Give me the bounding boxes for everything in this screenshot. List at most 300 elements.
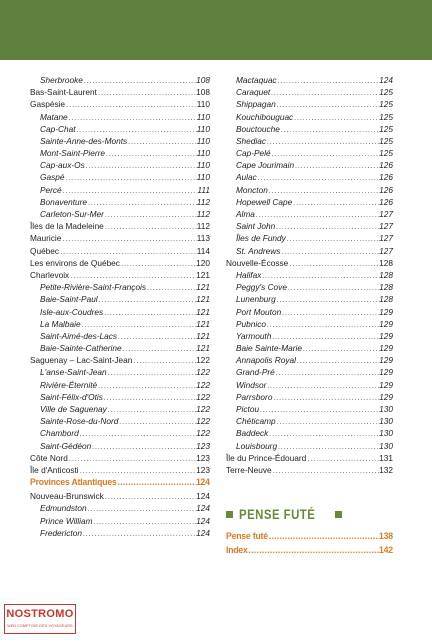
toc-entry[interactable] <box>30 74 210 86</box>
toc-entry-title: Aulac <box>236 172 257 183</box>
toc-entry[interactable] <box>226 452 393 464</box>
toc-entry-page: 125 <box>379 123 393 134</box>
toc-entry-title: Halifax <box>236 269 262 280</box>
toc-entry-page: 125 <box>379 148 393 159</box>
publisher-logo <box>4 604 76 634</box>
logo-brand: NOSTROMO <box>6 608 74 620</box>
dot-leader <box>255 208 379 220</box>
dot-leader <box>271 147 380 159</box>
toc-entry-title: Louisbourg <box>236 440 278 451</box>
toc-entry[interactable] <box>30 367 210 379</box>
toc-entry[interactable] <box>30 391 210 403</box>
toc-entry-page: 113 <box>196 233 210 244</box>
toc-entry-title: Chéticamp <box>236 416 276 427</box>
toc-entry-title: Île du Prince-Édouard <box>226 452 307 463</box>
dot-leader <box>306 452 379 464</box>
toc-entry[interactable] <box>226 257 393 269</box>
toc-entry[interactable] <box>30 452 210 464</box>
square-bullet-icon <box>226 511 233 518</box>
toc-entry[interactable] <box>30 464 210 476</box>
dot-leader <box>259 403 379 415</box>
toc-entry-title: Saint John <box>236 221 276 232</box>
toc-entry[interactable] <box>226 208 393 220</box>
dot-leader <box>92 515 196 527</box>
dot-leader <box>277 74 380 86</box>
dot-leader <box>277 440 379 452</box>
toc-entry-page: 125 <box>379 135 393 146</box>
toc-entry-page: 131 <box>379 452 393 463</box>
toc-entry-title: Moncton <box>236 184 268 195</box>
toc-entry-page: 127 <box>379 245 393 256</box>
dot-leader <box>287 281 379 293</box>
toc-entry-page: 124 <box>379 74 393 85</box>
dot-leader <box>127 135 197 147</box>
toc-entry-title: St. Andrews <box>236 245 281 256</box>
toc-entry-title: Alma <box>236 209 255 220</box>
toc-entry-title: Les environs de Québec <box>30 257 120 268</box>
dot-leader <box>81 318 197 330</box>
toc-entry[interactable] <box>226 159 393 171</box>
toc-entry-title: Îles de la Madeleine <box>30 221 104 232</box>
dot-leader <box>117 476 196 490</box>
toc-entry[interactable] <box>226 306 393 318</box>
toc-entry-page: 129 <box>379 391 393 402</box>
toc-entry[interactable] <box>30 159 210 171</box>
toc-entry-title: Parrsboro <box>236 391 273 402</box>
toc-entry[interactable] <box>226 391 393 403</box>
toc-entry[interactable] <box>30 415 210 427</box>
toc-entry-title: Chambord <box>40 428 79 439</box>
toc-entry-page: 121 <box>196 294 210 305</box>
dot-leader <box>271 330 379 342</box>
toc-entry[interactable] <box>226 74 393 86</box>
square-bullet-icon <box>335 511 342 518</box>
dot-leader <box>146 281 196 293</box>
dot-leader <box>105 147 197 159</box>
toc-entry-title: La Malbaie <box>40 318 81 329</box>
dot-leader <box>97 379 196 391</box>
toc-entry[interactable] <box>226 123 393 135</box>
toc-entry-page: 121 <box>196 306 210 317</box>
toc-entry-page: 122 <box>196 428 210 439</box>
dot-leader <box>268 530 379 544</box>
dot-leader <box>107 366 197 378</box>
pense-fute-heading <box>226 505 393 523</box>
dot-leader <box>281 306 379 318</box>
toc-entry-page: 122 <box>196 391 210 402</box>
toc-entry-page: 129 <box>379 343 393 354</box>
dot-leader <box>118 415 196 427</box>
dot-leader <box>276 293 379 305</box>
toc-entry[interactable] <box>30 172 210 184</box>
dot-leader <box>68 111 197 123</box>
toc-entry-title: Fredericton <box>40 527 82 538</box>
toc-entry[interactable] <box>226 440 393 452</box>
toc-entry-title: Sainte-Rose-du-Nord <box>40 416 119 427</box>
dot-leader <box>276 415 379 427</box>
toc-entry-title: Saguenay – Lac-Saint-Jean <box>30 355 133 366</box>
dot-leader <box>85 159 197 171</box>
toc-entry-page: 126 <box>379 160 393 171</box>
toc-entry[interactable] <box>226 245 393 257</box>
toc-entry[interactable] <box>226 318 393 330</box>
toc-entry-page: 121 <box>196 282 210 293</box>
dot-leader <box>68 452 196 464</box>
toc-entry[interactable] <box>30 184 210 196</box>
toc-entry[interactable] <box>30 330 210 342</box>
toc-entry[interactable] <box>30 232 210 244</box>
toc-entry-page: 110 <box>196 99 210 110</box>
toc-entry-page: 114 <box>196 245 210 256</box>
toc-entry-title: Côte Nord <box>30 452 68 463</box>
dot-leader <box>275 366 379 378</box>
toc-entry-page: 129 <box>379 367 393 378</box>
toc-entry-page: 110 <box>196 135 210 146</box>
toc-entry-page: 121 <box>196 343 210 354</box>
toc-entry-title: Mauricie <box>30 233 62 244</box>
toc-entry[interactable] <box>226 269 393 281</box>
toc-entry-title: Charlevoix <box>30 269 70 280</box>
toc-entry-title: Hopewell Cape <box>236 196 293 207</box>
toc-entry-title: Québec <box>30 245 60 256</box>
dot-leader <box>120 257 196 269</box>
toc-entry-title: Shippagan <box>236 99 276 110</box>
toc-entry[interactable] <box>226 379 393 391</box>
toc-entry[interactable] <box>226 367 393 379</box>
toc-entry-page: 142 <box>378 545 393 556</box>
toc-entry-page: 125 <box>379 111 393 122</box>
toc-entry-title: Port Mouton <box>236 306 282 317</box>
dot-leader <box>286 232 379 244</box>
toc-section-entry[interactable] <box>226 530 393 544</box>
dot-leader <box>280 123 379 135</box>
toc-entry-page: 129 <box>379 330 393 341</box>
dot-leader <box>257 171 379 183</box>
toc-entry-title: Carleton-Sur-Mer <box>40 209 104 220</box>
logo-tagline: WEB COMPTOIR DES VOYAGEURS <box>7 624 73 628</box>
dot-leader <box>132 354 196 366</box>
toc-entry-page: 122 <box>196 404 210 415</box>
toc-entry-title: Bouctouche <box>236 123 280 134</box>
toc-entry-title: Provinces Atlantiques <box>30 477 117 489</box>
toc-entry[interactable] <box>30 257 210 269</box>
toc-entry-title: Saint-Gédéon <box>40 440 92 451</box>
toc-entry-page: 125 <box>379 99 393 110</box>
toc-right-column <box>226 74 393 476</box>
toc-entry-title: Bonaventure <box>40 196 88 207</box>
toc-entry-page: 120 <box>196 257 210 268</box>
toc-entry-title: Percé <box>40 184 62 195</box>
toc-entry-title: Kouchibouguac <box>236 111 294 122</box>
toc-entry[interactable] <box>30 98 210 110</box>
dot-leader <box>91 440 196 452</box>
dot-leader <box>248 544 379 558</box>
toc-entry-page: 108 <box>196 87 210 98</box>
toc-entry-page: 124 <box>196 503 210 514</box>
toc-entry[interactable] <box>30 403 210 415</box>
toc-entry[interactable] <box>226 147 393 159</box>
toc-entry-page: 110 <box>196 172 210 183</box>
toc-entry[interactable] <box>30 306 210 318</box>
toc-entry-title: Baddeck <box>236 428 269 439</box>
toc-entry-page: 123 <box>196 440 210 451</box>
toc-left-column <box>30 74 210 539</box>
dot-leader <box>276 98 379 110</box>
dot-leader <box>97 86 196 98</box>
toc-entry[interactable] <box>226 184 393 196</box>
toc-entry[interactable] <box>30 440 210 452</box>
pense-fute-title: PENSE FUTÉ <box>239 506 316 522</box>
toc-entry-page: 124 <box>196 527 210 538</box>
toc-entry[interactable] <box>30 196 210 208</box>
toc-entry-page: 130 <box>379 428 393 439</box>
toc-entry[interactable] <box>226 427 393 439</box>
dot-leader <box>98 293 197 305</box>
dot-leader <box>104 220 197 232</box>
dot-leader <box>103 306 196 318</box>
dot-leader <box>104 208 197 220</box>
dot-leader <box>268 184 379 196</box>
toc-entry[interactable] <box>30 147 210 159</box>
toc-entry[interactable] <box>30 220 210 232</box>
toc-entry-page: 126 <box>379 172 393 183</box>
toc-entry-title: Mactaquac <box>236 74 277 85</box>
toc-entry-title: Baie Sainte-Marie <box>236 343 302 354</box>
toc-entry-title: Annapolis Royal <box>236 355 296 366</box>
toc-entry-page: 121 <box>196 330 210 341</box>
toc-entry[interactable] <box>226 172 393 184</box>
toc-entry[interactable] <box>30 86 210 98</box>
toc-entry-page: 121 <box>196 269 210 280</box>
toc-entry-title: Cap-aux-Os <box>40 160 85 171</box>
toc-entry-page: 130 <box>379 416 393 427</box>
toc-entry-title: Sherbrooke <box>40 74 83 85</box>
toc-entry-page: 138 <box>378 531 393 542</box>
toc-entry-page: 124 <box>196 491 210 502</box>
toc-entry[interactable] <box>30 208 210 220</box>
dot-leader <box>266 379 379 391</box>
toc-entry-title: Baie-Saint-Paul <box>40 294 98 305</box>
toc-entry[interactable] <box>226 403 393 415</box>
toc-entry-title: Peggy's Cove <box>236 282 287 293</box>
dot-leader <box>270 86 379 98</box>
dot-leader <box>266 318 379 330</box>
toc-entry-page: 124 <box>195 477 210 489</box>
toc-entry[interactable] <box>226 135 393 147</box>
toc-entry-title: Île d'Anticosti <box>30 464 79 475</box>
toc-entry[interactable] <box>30 111 210 123</box>
toc-entry-title: Grand-Pré <box>236 367 275 378</box>
toc-entry-title: Cap-Pelé <box>236 148 271 159</box>
toc-entry-page: 110 <box>196 160 210 171</box>
toc-entry[interactable] <box>30 281 210 293</box>
toc-entry[interactable] <box>30 427 210 439</box>
dot-leader <box>293 111 379 123</box>
dot-leader <box>79 427 196 439</box>
toc-entry[interactable] <box>30 245 210 257</box>
dot-leader <box>266 135 379 147</box>
dot-leader <box>272 391 379 403</box>
dot-leader <box>275 220 379 232</box>
toc-entry-page: 127 <box>379 209 393 220</box>
toc-entry-page: 126 <box>379 184 393 195</box>
toc-entry-page: 112 <box>196 209 210 220</box>
toc-entry-title: Prince William <box>40 515 93 526</box>
toc-entry[interactable] <box>30 123 210 135</box>
toc-entry-page: 132 <box>379 464 393 475</box>
toc-entry-page: 127 <box>379 221 393 232</box>
toc-entry-title: Pictou <box>236 404 260 415</box>
toc-entry[interactable] <box>226 98 393 110</box>
toc-entry-title: Bas-Saint-Laurent <box>30 87 97 98</box>
dot-leader <box>302 342 379 354</box>
toc-entry-title: Ville de Saguenay <box>40 404 107 415</box>
toc-entry-title: Rivière-Éternité <box>40 379 98 390</box>
dot-leader <box>104 490 196 502</box>
toc-entry[interactable] <box>30 515 210 527</box>
dot-leader <box>83 74 196 86</box>
toc-entry-page: 122 <box>196 416 210 427</box>
toc-entry-page: 128 <box>379 257 393 268</box>
toc-entry[interactable] <box>30 490 210 502</box>
toc-entry-title: Cap-Chat <box>40 123 76 134</box>
toc-entry-title: Isle-aux-Coudres <box>40 306 104 317</box>
toc-entry[interactable] <box>30 342 210 354</box>
dot-leader <box>76 123 197 135</box>
toc-entry-page: 123 <box>196 452 210 463</box>
toc-entry-title: Saint-Aimé-des-Lacs <box>40 330 118 341</box>
dot-leader <box>79 464 197 476</box>
toc-entry-title: Pense futé <box>226 531 268 542</box>
toc-entry-page: 129 <box>379 355 393 366</box>
dot-leader <box>64 171 196 183</box>
dot-leader <box>61 232 196 244</box>
dot-leader <box>294 159 379 171</box>
header-band <box>0 0 432 60</box>
toc-entry[interactable] <box>226 354 393 366</box>
toc-entry-title: Baie-Sainte-Catherine <box>40 343 122 354</box>
toc-entry-page: 122 <box>196 355 210 366</box>
toc-entry-page: 130 <box>379 440 393 451</box>
toc-entry-page: 129 <box>379 318 393 329</box>
toc-entry-title: Caraquet <box>236 87 271 98</box>
toc-entry-title: Shediac <box>236 135 266 146</box>
toc-entry-page: 125 <box>379 87 393 98</box>
toc-entry-page: 127 <box>379 233 393 244</box>
toc-entry[interactable] <box>226 86 393 98</box>
toc-entry[interactable] <box>30 354 210 366</box>
toc-entry[interactable] <box>30 269 210 281</box>
toc-entry[interactable] <box>30 318 210 330</box>
toc-entry-page: 121 <box>196 318 210 329</box>
toc-entry[interactable] <box>30 135 210 147</box>
toc-entry-page: 130 <box>379 404 393 415</box>
dot-leader <box>122 342 197 354</box>
dot-leader <box>288 257 379 269</box>
toc-entry-title: Nouveau-Brunswick <box>30 491 104 502</box>
dot-leader <box>280 245 379 257</box>
toc-entry-title: Terre-Neuve <box>226 464 272 475</box>
toc-entry-page: 110 <box>196 111 210 122</box>
dot-leader <box>82 527 196 539</box>
toc-entry-title: Gaspésie <box>30 99 66 110</box>
toc-entry[interactable] <box>226 464 393 476</box>
toc-entry-page: 110 <box>196 123 210 134</box>
toc-entry-title: Pubnico <box>236 318 266 329</box>
toc-entry[interactable] <box>226 281 393 293</box>
toc-entry-title: Gaspé <box>40 172 65 183</box>
toc-entry[interactable] <box>226 330 393 342</box>
toc-entry-page: 111 <box>197 184 210 195</box>
dot-leader <box>261 269 379 281</box>
dot-leader <box>296 354 379 366</box>
dot-leader <box>272 464 380 476</box>
toc-section-entry[interactable] <box>226 544 393 558</box>
toc-entry-page: 110 <box>196 148 210 159</box>
dot-leader <box>268 427 379 439</box>
toc-entry[interactable] <box>30 527 210 539</box>
toc-entry[interactable] <box>226 415 393 427</box>
toc-entry-title: Windsor <box>236 379 267 390</box>
dot-leader <box>69 269 196 281</box>
toc-entry-title: Petite-Rivière-Saint-François <box>40 282 147 293</box>
dot-leader <box>62 184 198 196</box>
pense-fute-entries <box>226 530 393 558</box>
dot-leader <box>65 98 197 110</box>
toc-entry[interactable] <box>226 232 393 244</box>
toc-entry-page: 128 <box>379 282 393 293</box>
toc-entry-page: 123 <box>196 464 210 475</box>
toc-entry-title: Yarmouth <box>236 330 272 341</box>
toc-entry-page: 128 <box>379 269 393 280</box>
dot-leader <box>59 245 197 257</box>
toc-entry-page: 126 <box>379 196 393 207</box>
toc-entry[interactable] <box>226 220 393 232</box>
toc-entry-title: Matane <box>40 111 68 122</box>
toc-entry[interactable] <box>30 502 210 514</box>
toc-entry-page: 129 <box>379 306 393 317</box>
toc-entry-title: Mont-Saint-Pierre <box>40 148 106 159</box>
toc-entry-title: Index <box>226 545 248 556</box>
toc-entry-page: 122 <box>196 379 210 390</box>
toc-entry[interactable] <box>226 111 393 123</box>
dot-leader <box>107 403 196 415</box>
dot-leader <box>103 391 196 403</box>
toc-entry[interactable] <box>30 293 210 305</box>
toc-entry-page: 124 <box>196 515 210 526</box>
toc-entry-title: Edmundston <box>40 503 87 514</box>
toc-entry-page: 128 <box>379 294 393 305</box>
toc-entry-title: Nouvelle-Écosse <box>226 257 289 268</box>
toc-entry-title: Lunenburg <box>236 294 276 305</box>
toc-entry-page: 112 <box>196 221 210 232</box>
toc-entry-title: L'anse-Saint-Jean <box>40 367 107 378</box>
dot-leader <box>87 502 197 514</box>
toc-entry-title: Cape Jourimain <box>236 160 295 171</box>
toc-entry[interactable] <box>30 379 210 391</box>
toc-entry[interactable] <box>226 196 393 208</box>
toc-entry-page: 122 <box>196 367 210 378</box>
toc-entry-page: 129 <box>379 379 393 390</box>
toc-entry-title: Sainte-Anne-des-Monts <box>40 135 128 146</box>
toc-entry[interactable] <box>226 293 393 305</box>
toc-entry[interactable] <box>226 342 393 354</box>
toc-section-entry[interactable] <box>30 476 210 490</box>
toc-entry-page: 112 <box>196 196 210 207</box>
toc-entry-title: Saint-Félix-d'Otis <box>40 391 103 402</box>
dot-leader <box>87 196 197 208</box>
toc-entry-title: Îles de Fundy <box>236 233 286 244</box>
